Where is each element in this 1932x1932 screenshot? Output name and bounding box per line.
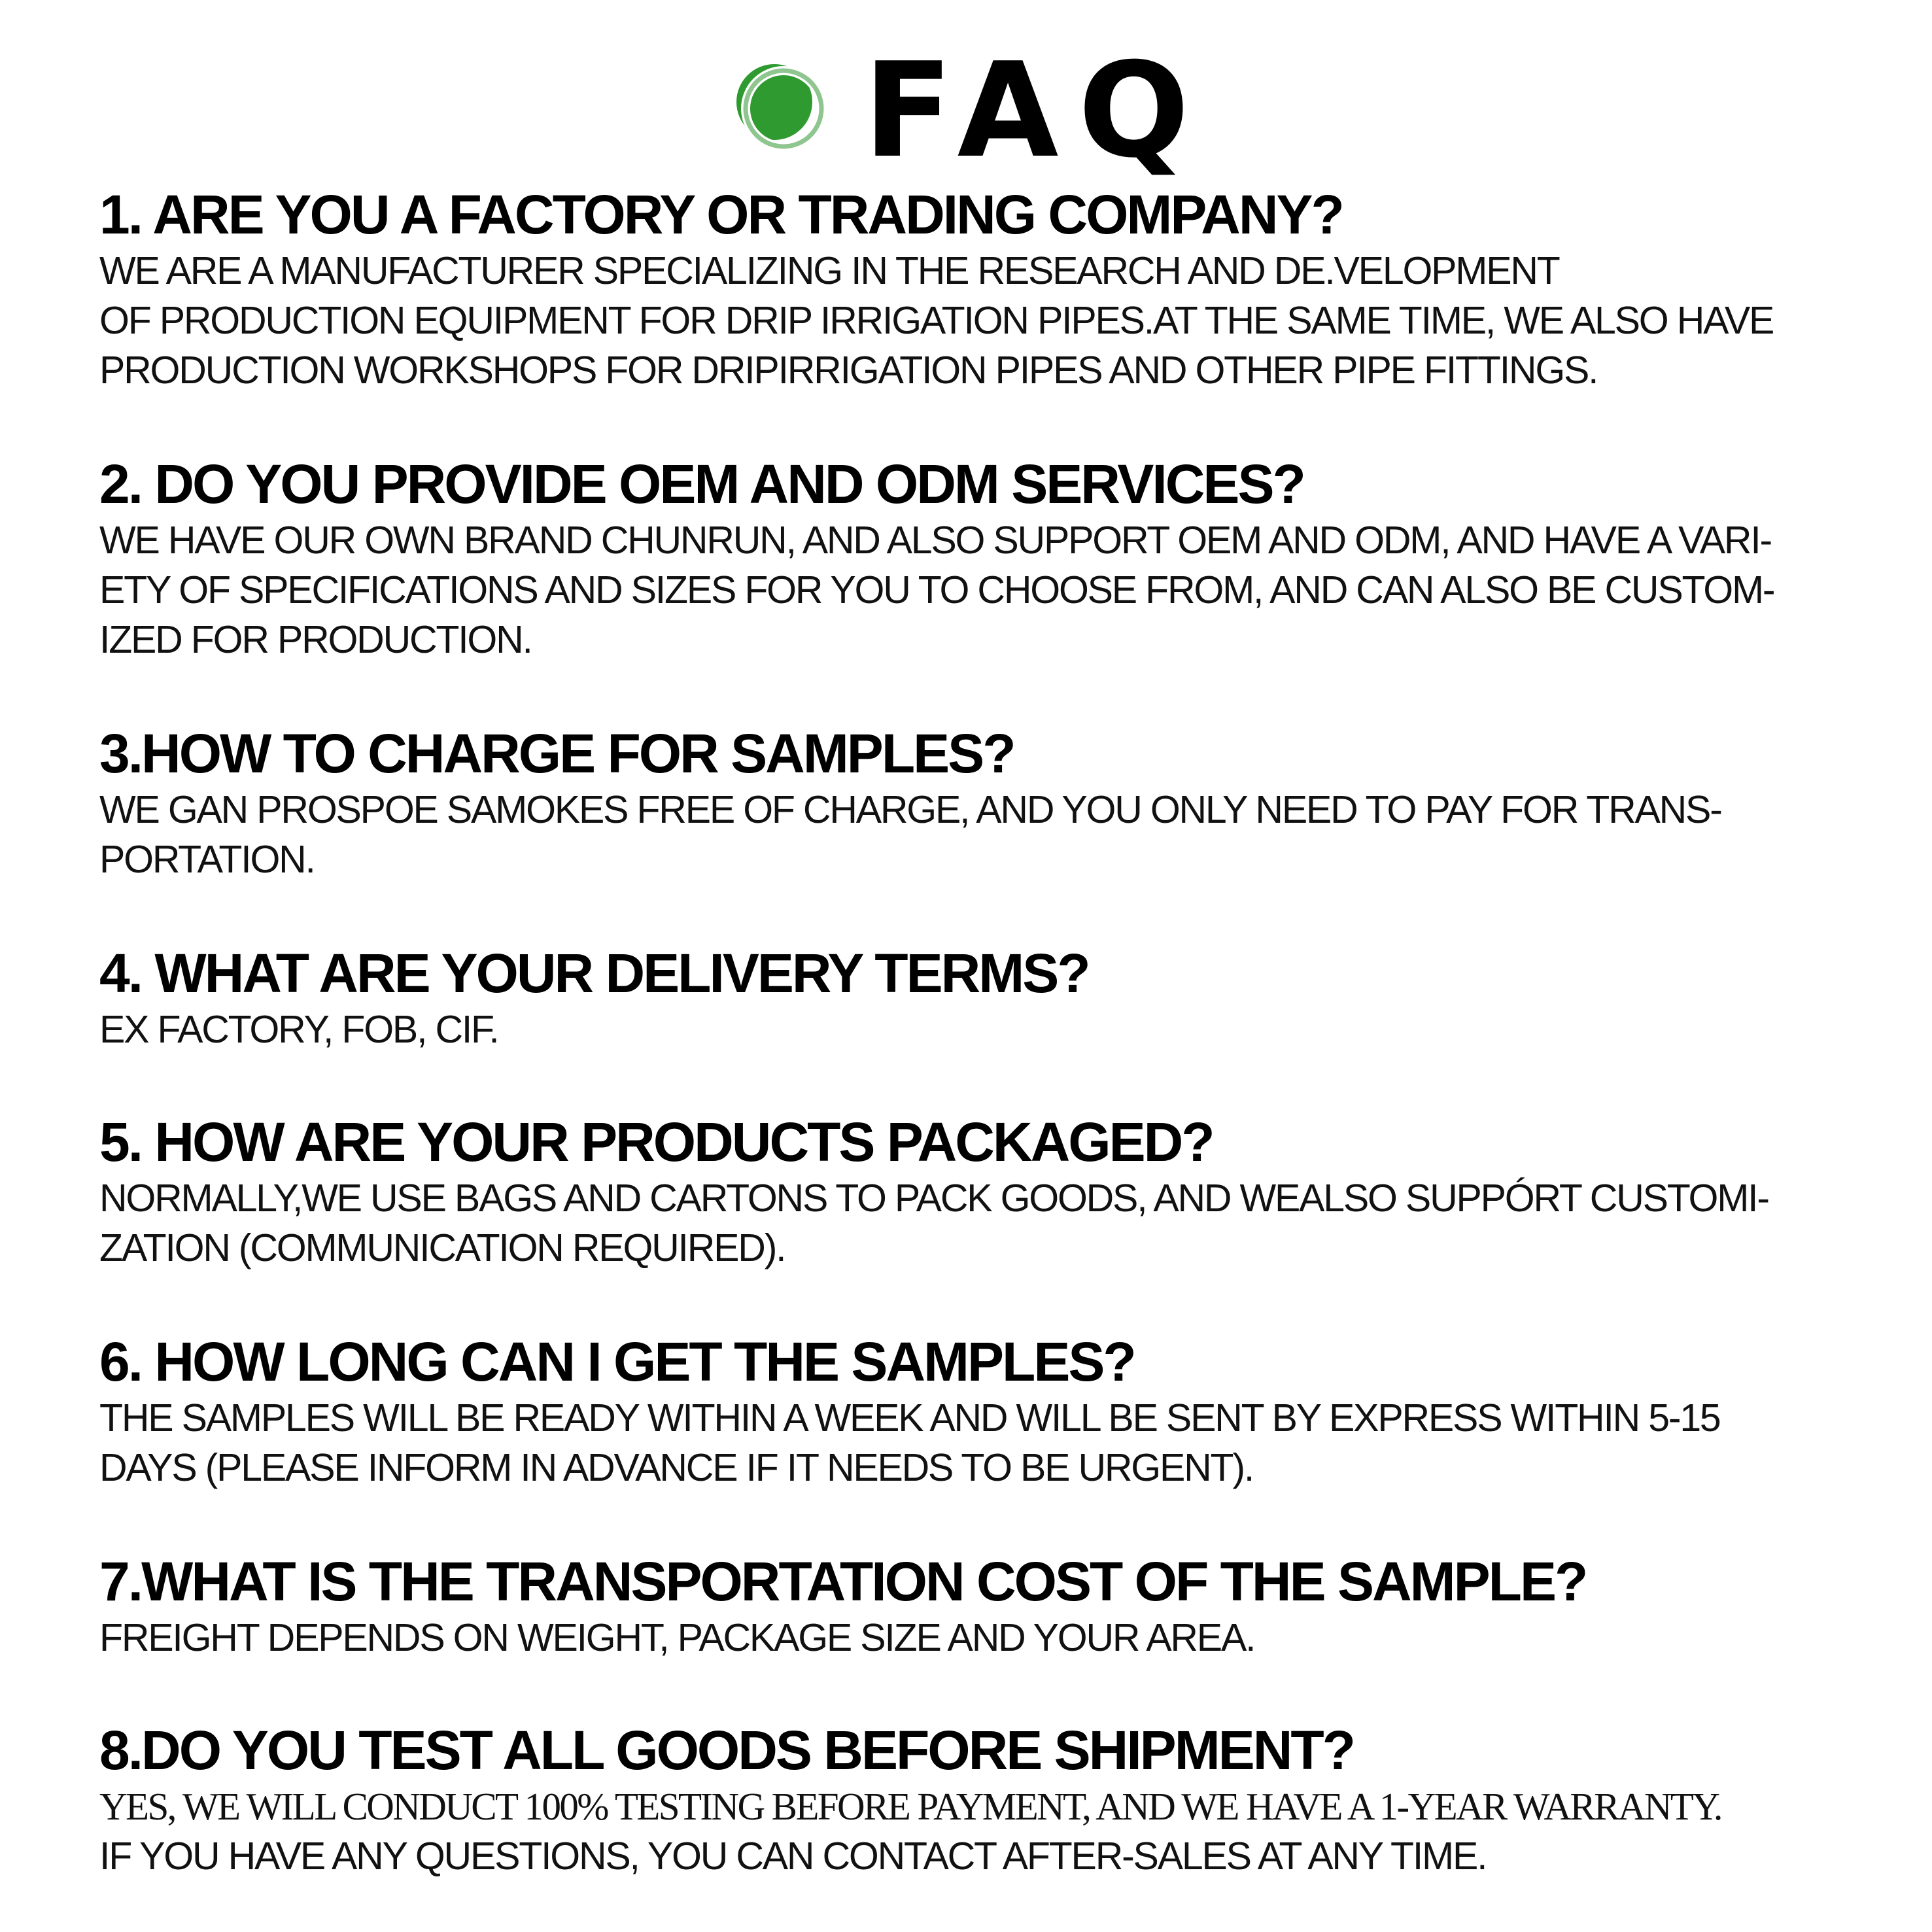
faq-question: 6. HOW LONG CAN I GET THE SAMPLES? [99,1331,1135,1392]
faq-item-8 [99,1719,1865,1881]
faq-answer-line: EX FACTORY, FOB, CIF. [99,1008,498,1051]
page-header [0,35,1932,187]
faq-item-1 [99,183,1865,395]
page-title: FAQ [863,35,1209,187]
faq-answer-line: PRODUCTION WORKSHOPS FOR DRIPIRRIGATION PIPES AND OTHER PIPE FITTINGS. [99,349,1598,392]
faq-answer-line: ZATION (COMMUNICATION REQUIRED). [99,1226,785,1269]
faq-answer-line: DAYS (PLEASE INFORM IN ADVANCE IF IT NEEDS TO BE URGENT). [99,1446,1254,1489]
faq-item-3 [99,722,1865,884]
faq-answer-line: THE SAMPLES WILL BE READY WITHIN A WEEK AND WILL BE SENT BY EXPRESS WITHIN 5-15 [99,1396,1720,1440]
faq-item-4 [99,942,1865,1054]
faq-answer-line: OF PRODUCTION EQUIPMENT FOR DRIP IRRIGATION PIPES.AT THE SAME TIME, WE ALSO HAVE [99,299,1774,342]
faq-answer-line: PORTATION. [99,838,315,881]
green-circle-logo-icon [731,55,829,153]
faq-answer-line: FREIGHT DEPENDS ON WEIGHT, PACKAGE SIZE AND YOUR AREA. [99,1616,1255,1659]
faq-answer-line: WE GAN PROSPOE SAMOKES FREE OF CHARGE, AND YOU ONLY NEED TO PAY FOR TRANS- [99,788,1721,831]
faq-question: 8.DO YOU TEST ALL GOODS BEFORE SHIPMENT? [99,1719,1354,1781]
faq-answer-line: YES, WE WILL CONDUCT 100% TESTING BEFORE PAYMENT, AND WE HAVE A 1-YEAR WARRANTY. [99,1785,1721,1828]
faq-question: 1. ARE YOU A FACTORY OR TRADING COMPANY? [99,184,1343,245]
faq-answer-line: WE ARE A MANUFACTURER SPECIALIZING IN THE RESEARCH AND DE.VELOPMENT [99,249,1559,292]
faq-answer-line: NORMALLY,WE USE BAGS AND CARTONS TO PACK GOODS, AND WEALSO SUPPÓRT CUSTOMI- [99,1177,1768,1220]
faq-question: 2. DO YOU PROVIDE OEM AND ODM SERVICES? [99,453,1304,515]
faq-answer-line: IF YOU HAVE ANY QUESTIONS, YOU CAN CONTACT AFTER-SALES AT ANY TIME. [99,1835,1487,1878]
faq-item-5 [99,1111,1865,1273]
faq-answer-line: IZED FOR PRODUCTION. [99,618,532,661]
faq-item-7 [99,1550,1865,1663]
faq-item-2 [99,453,1865,664]
faq-answer-line: WE HAVE OUR OWN BRAND CHUNRUN, AND ALSO SUPPORT OEM AND ODM, AND HAVE A VARI- [99,519,1771,562]
faq-answer-line: ETY OF SPECIFICATIONS AND SIZES FOR YOU TO CHOOSE FROM, AND CAN ALSO BE CUSTOM- [99,568,1774,612]
faq-item-6 [99,1330,1865,1492]
faq-question: 3.HOW TO CHARGE FOR SAMPLES? [99,723,1014,784]
faq-question: 5. HOW ARE YOUR PRODUCTS PACKAGED? [99,1111,1213,1173]
faq-question: 7.WHAT IS THE TRANSPORTATION COST OF THE SAMPLE? [99,1551,1587,1612]
faq-question: 4. WHAT ARE YOUR DELIVERY TERMS? [99,942,1089,1004]
